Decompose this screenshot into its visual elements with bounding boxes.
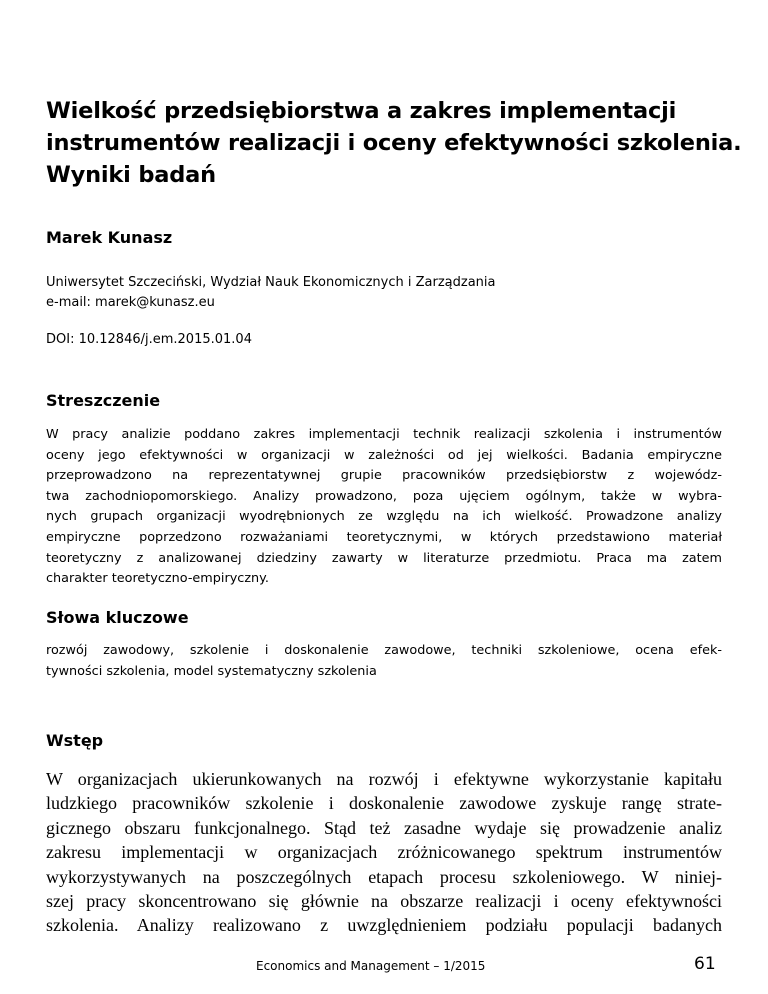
keywords-body <box>46 641 722 682</box>
abstract-line: charakter teoretyczno-empiryczny. <box>46 571 269 587</box>
abstract-line: przeprowadzono na reprezentatywnej grupie pracowników przedsiębiorstw z wojewódz- <box>46 468 722 484</box>
intro-line: W organizacjach ukierunkowanych na rozwój i efektywne wykorzystanie kapitału <box>46 769 722 789</box>
affiliation: Uniwersytet Szczeciński, Wydział Nauk Ekonomicznych i Zarządzania <box>46 275 496 290</box>
abstract-line: oceny jego efektywności w organizacji w zależności od jej wielkości. Badania empiryczne <box>46 447 722 463</box>
doi: DOI: 10.12846/j.em.2015.01.04 <box>46 332 252 347</box>
keywords-heading: Słowa kluczowe <box>46 608 189 627</box>
abstract-line: twa zachodniopomorskiego. Analizy prowadzono, poza ujęciem ogólnym, także w wybra- <box>46 488 722 504</box>
title-line: Wyniki badań <box>46 162 216 188</box>
abstract-line: W pracy analizie poddano zakres implementacji technik realizacji szkolenia i instrumentów <box>46 427 722 442</box>
footer-journal-name: Economics and Management – 1/2015 <box>256 959 486 973</box>
author-name: Marek Kunasz <box>46 228 173 247</box>
author-affiliation-block <box>46 273 495 313</box>
intro-line: ludzkiego pracowników szkolenie i doskonalenie zawodowe zyskuje rangę strate- <box>46 793 722 814</box>
article-title <box>46 95 742 191</box>
author-email: e-mail: marek@kunasz.eu <box>46 295 215 310</box>
page-number: 61 <box>694 954 716 974</box>
abstract-line: empiryczne poprzedzono rozważaniami teoretycznymi, w których przedstawiono materiał <box>46 529 722 545</box>
title-line: Wielkość przedsiębiorstwa a zakres implementacji <box>46 98 677 124</box>
abstract-line: nych grupach organizacji wyodrębnionych ze względu na ich wielkość. Prowadzone analizy <box>46 509 722 525</box>
intro-line: gicznego obszaru funkcjonalnego. Stąd też zasadne wydaje się prowadzenie analiz <box>46 817 722 838</box>
keywords-line: tywności szkolenia, model systematyczny szkolenia <box>46 663 377 679</box>
keywords-line: rozwój zawodowy, szkolenie i doskonalenie zawodowe, techniki szkoleniowe, ocena efek- <box>46 643 722 658</box>
intro-heading: Wstęp <box>46 731 104 750</box>
intro-line: zakresu implementacji w organizacjach zróżnicowanego spektrum instrumentów <box>46 842 722 863</box>
intro-line: szkolenia. Analizy realizowano z uwzględnieniem podziału populacji badanych <box>46 915 722 936</box>
abstract-body <box>46 425 722 590</box>
abstract-heading: Streszczenie <box>46 391 161 410</box>
title-line: instrumentów realizacji i oceny efektywności szkolenia. <box>46 130 742 156</box>
intro-line: wykorzystywanych na poszczególnych etapach procesu szkoleniowego. W niniej- <box>46 866 722 887</box>
intro-line: szej pracy skoncentrowano się głównie na obszarze realizacji i oceny efektywności <box>46 891 722 912</box>
abstract-line: teoretyczny z analizowanej dziedziny zawarty w literaturze przedmiotu. Praca ma zatem <box>46 550 722 566</box>
intro-body <box>46 767 722 938</box>
